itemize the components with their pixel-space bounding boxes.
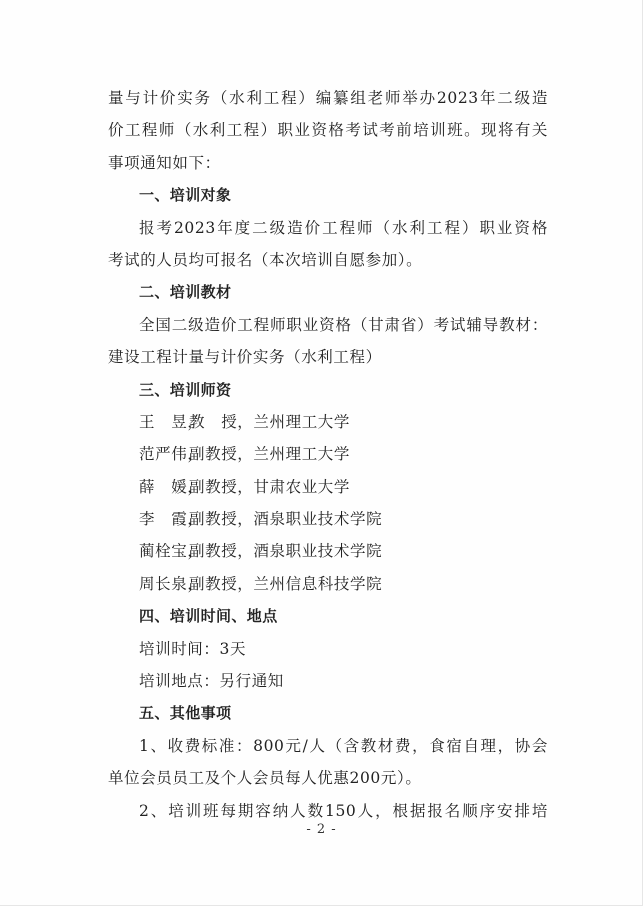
training-materials-line-1: 全国二级造价工程师职业资格（甘肃省）考试辅导教材：	[139, 315, 548, 334]
staff-name: 李 霞，	[139, 510, 204, 529]
section-heading-training-staff: 三、培训师资	[139, 380, 232, 399]
staff-detail: 副教授，甘肃农业大学	[189, 477, 351, 496]
staff-detail: 副教授，兰州理工大学	[189, 445, 351, 464]
staff-entry	[108, 438, 548, 470]
staff-name: 周长泉，	[139, 574, 204, 593]
section-heading-other-matters: 五、其他事项	[139, 704, 232, 723]
staff-entry	[108, 568, 548, 600]
staff-name: 薛 媛，	[139, 477, 204, 496]
intro-line-1: 量与计价实务（水利工程）编纂组老师举办2023年二级造	[108, 89, 548, 107]
section-heading-training-target: 一、培训对象	[139, 186, 232, 205]
page-number: - 2 -	[306, 822, 337, 837]
staff-name: 范严伟，	[139, 445, 204, 464]
staff-entry	[108, 503, 548, 535]
staff-name: 蔺栓宝，	[139, 542, 204, 561]
training-target-line-1: 报考2023年度二级造价工程师（水利工程）职业资格	[139, 218, 548, 237]
staff-detail: 副教授，酒泉职业技术学院	[189, 542, 383, 561]
other-matters-line-1: 1、收费标准：800元/人（含教材费，食宿自理，协会	[139, 736, 548, 755]
training-target-line-2: 考试的人员均可报名（本次培训自愿参加）。	[108, 250, 423, 269]
staff-detail: 副教授，酒泉职业技术学院	[189, 510, 383, 529]
staff-detail: 教 授，兰州理工大学	[189, 412, 351, 431]
intro-line-3: 事项通知如下：	[108, 153, 221, 172]
document-body	[108, 82, 548, 827]
training-time: 培训时间：3天	[139, 639, 247, 658]
intro-line-2: 价工程师（水利工程）职业资格考试考前培训班。现将有关	[108, 121, 548, 140]
staff-entry	[108, 535, 548, 567]
section-heading-time-location: 四、培训时间、地点	[139, 607, 278, 626]
staff-name: 王 昱，	[139, 412, 204, 431]
staff-entry	[108, 406, 548, 438]
training-location: 培训地点：另行通知	[139, 672, 284, 691]
other-matters-line-2: 单位会员员工及个人会员每人优惠200元）。	[108, 769, 422, 788]
other-matters-line-3: 2、培训班每期容纳人数150人，根据报名顺序安排培	[139, 801, 548, 820]
training-materials-line-2: 建设工程计量与计价实务（水利工程）	[108, 348, 382, 367]
section-heading-training-materials: 二、培训教材	[139, 283, 232, 302]
staff-entry	[108, 471, 548, 503]
staff-detail: 副教授，兰州信息科技学院	[189, 574, 383, 593]
